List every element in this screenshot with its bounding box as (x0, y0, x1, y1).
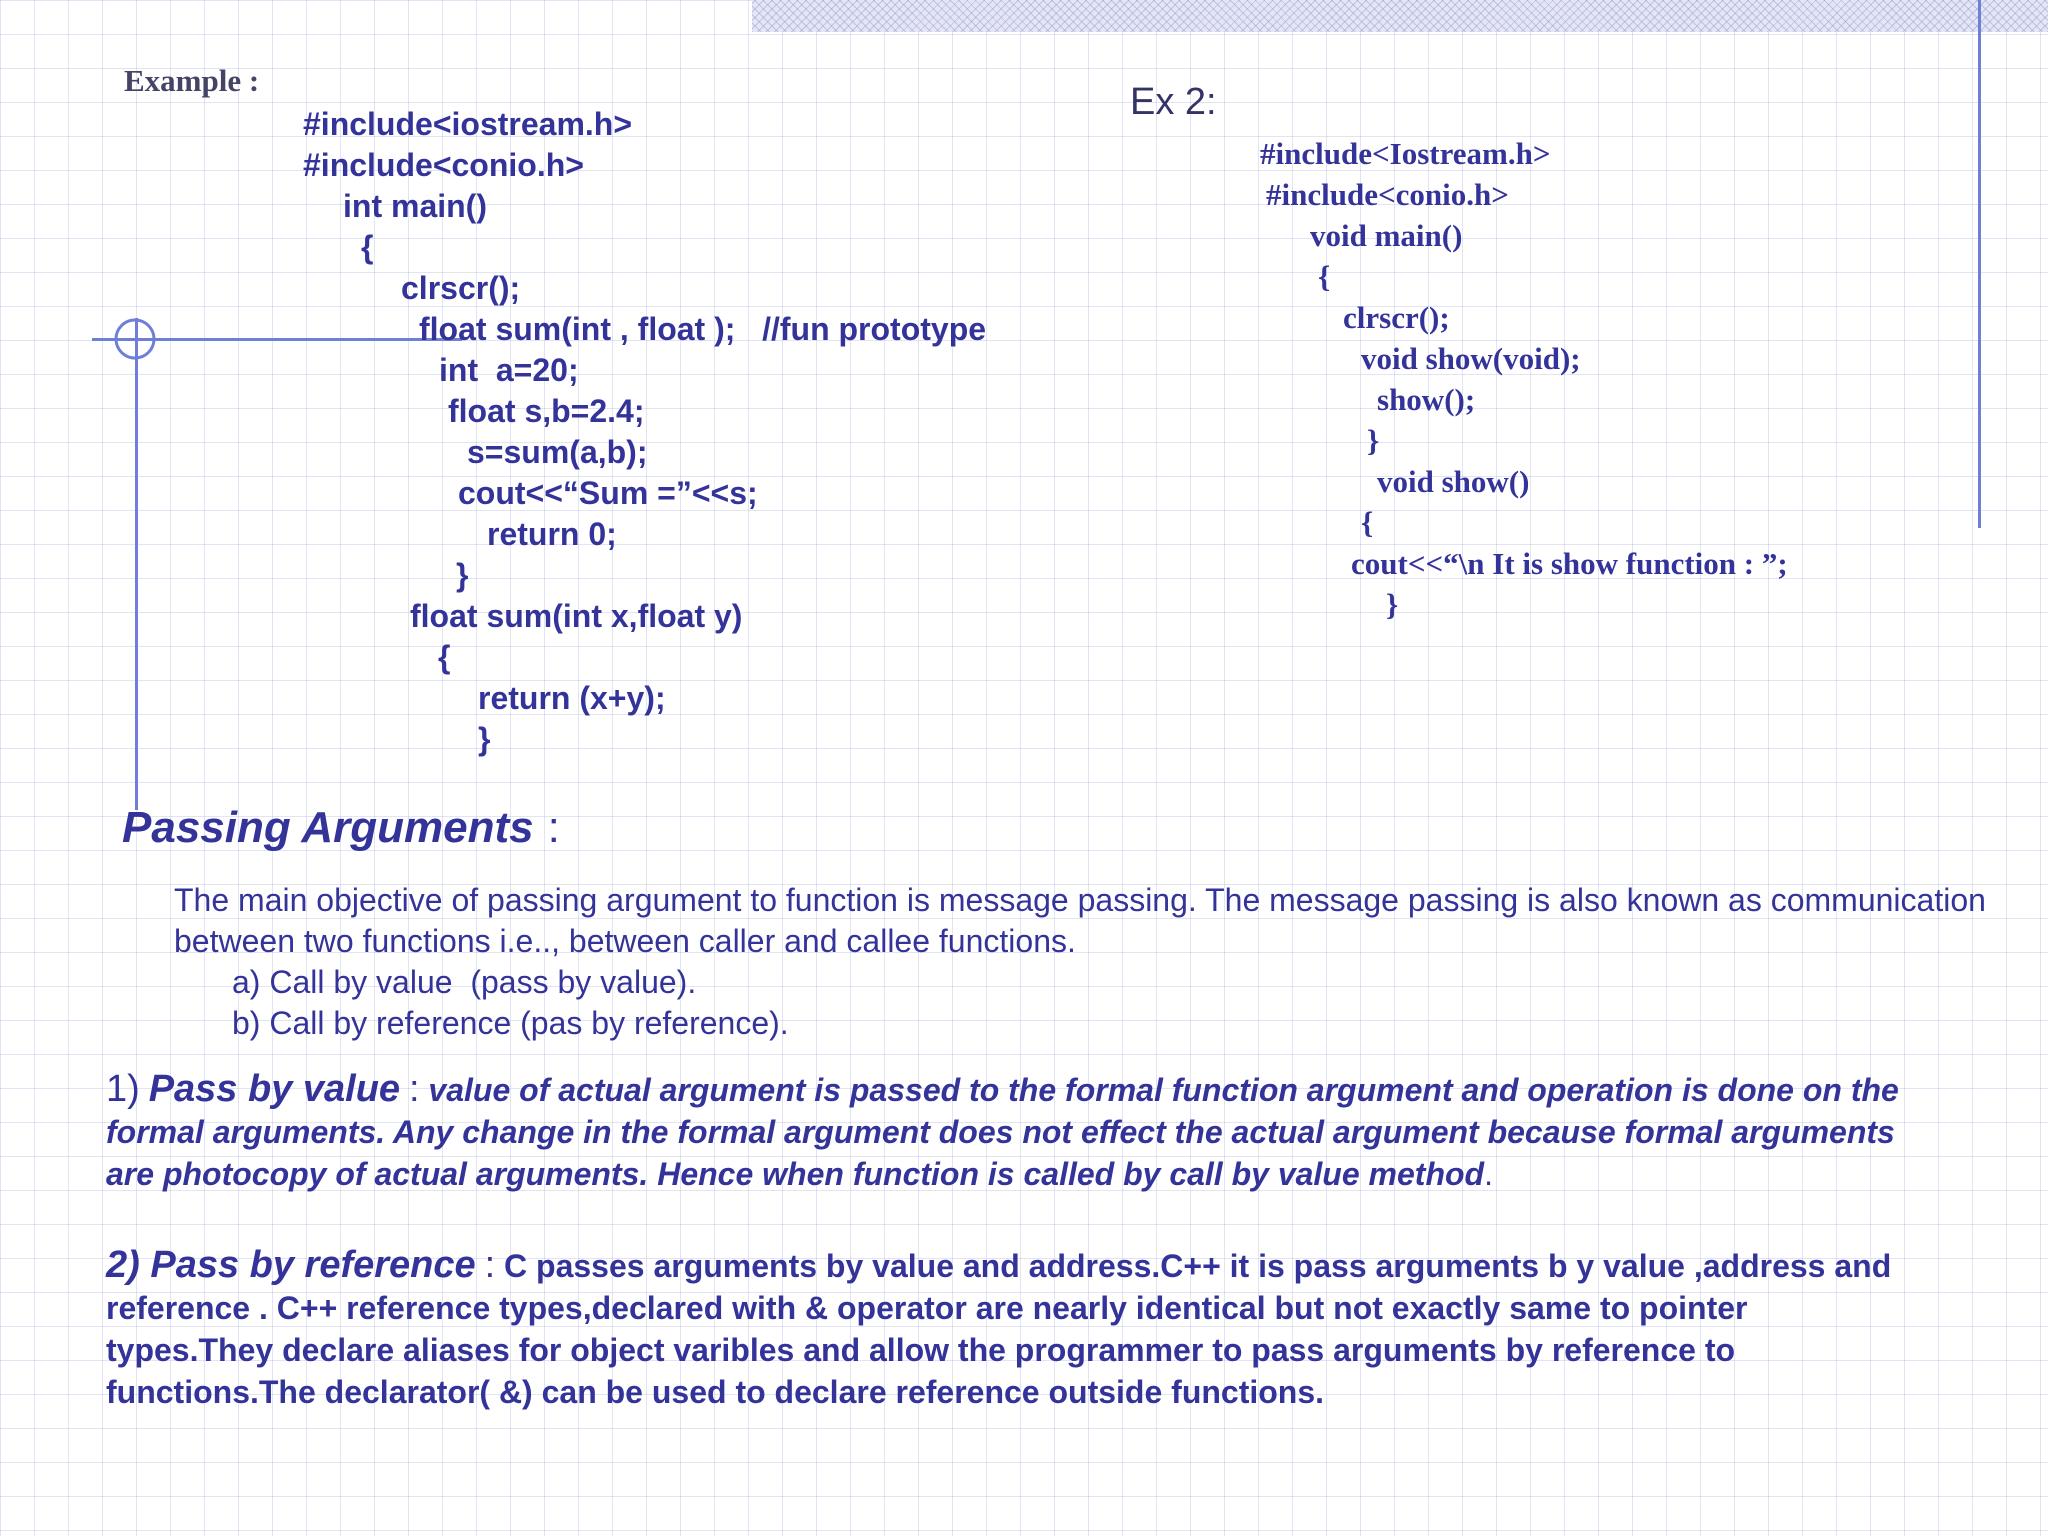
pass-by-value-colon: : (408, 1068, 420, 1110)
code-line: cout<<“Sum =”<<s; (458, 475, 758, 511)
call-method-list (232, 962, 789, 1044)
crosshair-circle-icon (113, 317, 161, 365)
code-line: cout<<“\n It is show function : ”; (1351, 546, 1788, 581)
pass-by-value-paragraph (106, 1068, 1906, 1195)
heading-text: Passing Arguments (122, 803, 534, 852)
code-line: clrscr(); (1343, 300, 1450, 335)
pass-by-value-title: Pass by value (148, 1068, 401, 1110)
code-line: #include<Iostream.h> (1260, 136, 1551, 171)
code-line: { (1318, 259, 1331, 294)
example2-label: Ex 2: (1130, 81, 1217, 123)
code-line: int main() (343, 188, 487, 224)
code-line: } (456, 557, 469, 593)
code-line: return 0; (487, 516, 617, 552)
code-line: clrscr(); (401, 270, 521, 306)
code-line: #include<conio.h> (303, 147, 584, 183)
pass-by-reference-paragraph (106, 1244, 1906, 1413)
code-line: void main() (1310, 218, 1463, 253)
code-line: } (478, 721, 491, 757)
heading-colon: : (547, 803, 560, 852)
code-line: float sum(int , float ); //fun prototype (419, 311, 987, 347)
code-line: #include<conio.h> (1266, 177, 1509, 212)
code-line: void show() (1377, 464, 1530, 499)
code-line: { (1361, 505, 1374, 540)
pass-by-reference-title: 2) Pass by reference (106, 1244, 476, 1286)
passing-arguments-intro: The main objective of passing argument to function is message passing. The message passing is also known as communication between two functions i.e.., between caller and callee functions. (174, 882, 1986, 959)
pass-by-value-number: 1) (106, 1068, 140, 1110)
code-line: s=sum(a,b); (467, 434, 648, 470)
list-item: a) Call by value (pass by value). (232, 964, 697, 1000)
pass-by-reference-colon: : (484, 1244, 496, 1286)
code-line: { (361, 229, 374, 265)
code-line: #include<iostream.h> (303, 106, 633, 142)
code-line: return (x+y); (478, 680, 666, 716)
example1-label: Example : (124, 63, 260, 98)
code-line: int a=20; (439, 352, 579, 388)
code-line: float s,b=2.4; (448, 393, 645, 429)
pass-by-value-text: value of actual argument is passed to the formal function argument and operation is done on the formal arguments. Any change in the formal argument does not effect the actual argument because formal arguments are photocopy of actual arguments. Hence when function is called by call by value method (106, 1072, 1899, 1192)
code-line: { (438, 639, 451, 675)
code-line: } (1386, 587, 1399, 622)
code-line: void show(void); (1361, 341, 1581, 376)
code-line: } (1367, 423, 1380, 458)
pass-by-value-end: . (1484, 1156, 1493, 1192)
code-line: float sum(int x,float y) (410, 598, 743, 634)
header-pattern-band (752, 0, 2048, 32)
passing-arguments-heading (122, 803, 560, 853)
left-vertical-rule (135, 318, 138, 810)
code-line: show(); (1377, 382, 1476, 417)
right-vertical-rule (1978, 0, 1981, 528)
list-item: b) Call by reference (pas by reference). (232, 1005, 789, 1041)
pass-by-reference-text: C passes arguments by value and address.C++ it is pass arguments b y value ,address and reference . C++ reference types,declared with & operator are nearly identical but not exactly same to pointer types.They declare aliases for object varibles and allow the programmer to pass arguments by reference to functions.The declarator( &) can be used to declare reference outside functions. (106, 1248, 1892, 1410)
